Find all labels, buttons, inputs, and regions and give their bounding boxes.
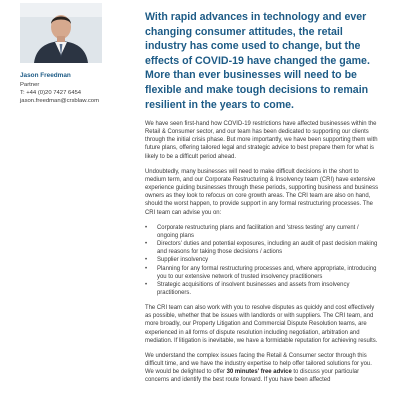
list-item [145, 240, 381, 256]
headline: With rapid advances in technology and ever changing consumer attitudes, the retail industry has come used to change, but the effects of COVID-19 have changed the game. More than ever businesses will need to be flexible and make tough decisions to remain resilient in the years to come. [145, 11, 370, 111]
list-item [145, 256, 381, 264]
contact-email[interactable]: jason.freedman@crsblaw.com [20, 97, 99, 104]
contact-name: Jason Freedman [20, 72, 71, 79]
closing-text-end: to discuss your particular concerns and identify the best route forward. If you have been affected [145, 369, 360, 384]
paragraph-closing [145, 352, 381, 385]
bullet-icon: • [145, 224, 148, 231]
closing-text-start: We understand the complex issues facing the Retail & Consumer sector through this difficult time, and we have the industry expertise to help offer tailored solutions for you. We would be delighted to offer [145, 352, 372, 376]
paragraph-cri-team: Undoubtedly, many businesses will need to make difficult decisions in the short to medium term, and our Corporate Restructuring & Insolvency team (CRI) have extensive experience guiding businesses through these periods, supporting business and business owners as they look to refocus on core growth areas. The CRI team are also on hand, should the worst happen, to provide support in any formal restructuring processes. The CRI team can advise you on: [145, 168, 379, 216]
list-item-text: Supplier insolvency [157, 257, 209, 264]
list-item-text: Planning for any formal restructuring processes and, where appropriate, introducing you to our extensive network of trusted insolvency practitioners [157, 265, 377, 280]
bullet-icon: • [145, 281, 148, 288]
list-item-text: Corporate restructuring plans and facilitation and 'stress testing' any current / ongoing plans [157, 224, 359, 239]
profile-photo [20, 3, 102, 63]
article-body [145, 120, 381, 392]
person-portrait-icon [20, 3, 102, 63]
list-item [145, 224, 381, 240]
list-item-text: Directors' duties and potential exposures, including an audit of past decision making and reasons for taking those decisions / actions [157, 241, 378, 256]
bullet-icon: • [145, 265, 148, 272]
contact-phone: T: +44 (0)20 7427 6454 [20, 89, 82, 96]
bullet-icon: • [145, 257, 148, 264]
list-item [145, 281, 381, 297]
contact-block [20, 72, 130, 105]
list-item [145, 265, 381, 281]
paragraph-disputes: The CRI team can also work with you to resolve disputes as quickly and cost effectively as possible, whether that be issues with landlords or with suppliers. The CRI team, and more broadly, our Property Litigation and Commercial Dispute Resolution teams, are experienced in all forms of dispute resolution including negotiation, arbitration and mediation. If litigation is inevitable, we have a formidable reputation for achieving results. [145, 305, 378, 344]
contact-title: Partner [20, 81, 40, 88]
paragraph-intro: We have seen first-hand how COVID-19 restrictions have affected businesses within the Retail & Consumer sector, and our team has been dedicated to supporting our clients through the initial crisis phase. But more importantly, we have been supporting them with future plans, offering tailored legal and strategic advice to best prepare them for what is likely to be a difficult period ahead. [145, 121, 378, 160]
free-advice-offer: 30 minutes' free advice [226, 369, 292, 376]
list-item-text: Strategic acquisitions of insolvent businesses and assets from insolvency practitioners. [157, 281, 350, 296]
bullet-icon: • [145, 241, 148, 248]
services-list [145, 224, 381, 297]
